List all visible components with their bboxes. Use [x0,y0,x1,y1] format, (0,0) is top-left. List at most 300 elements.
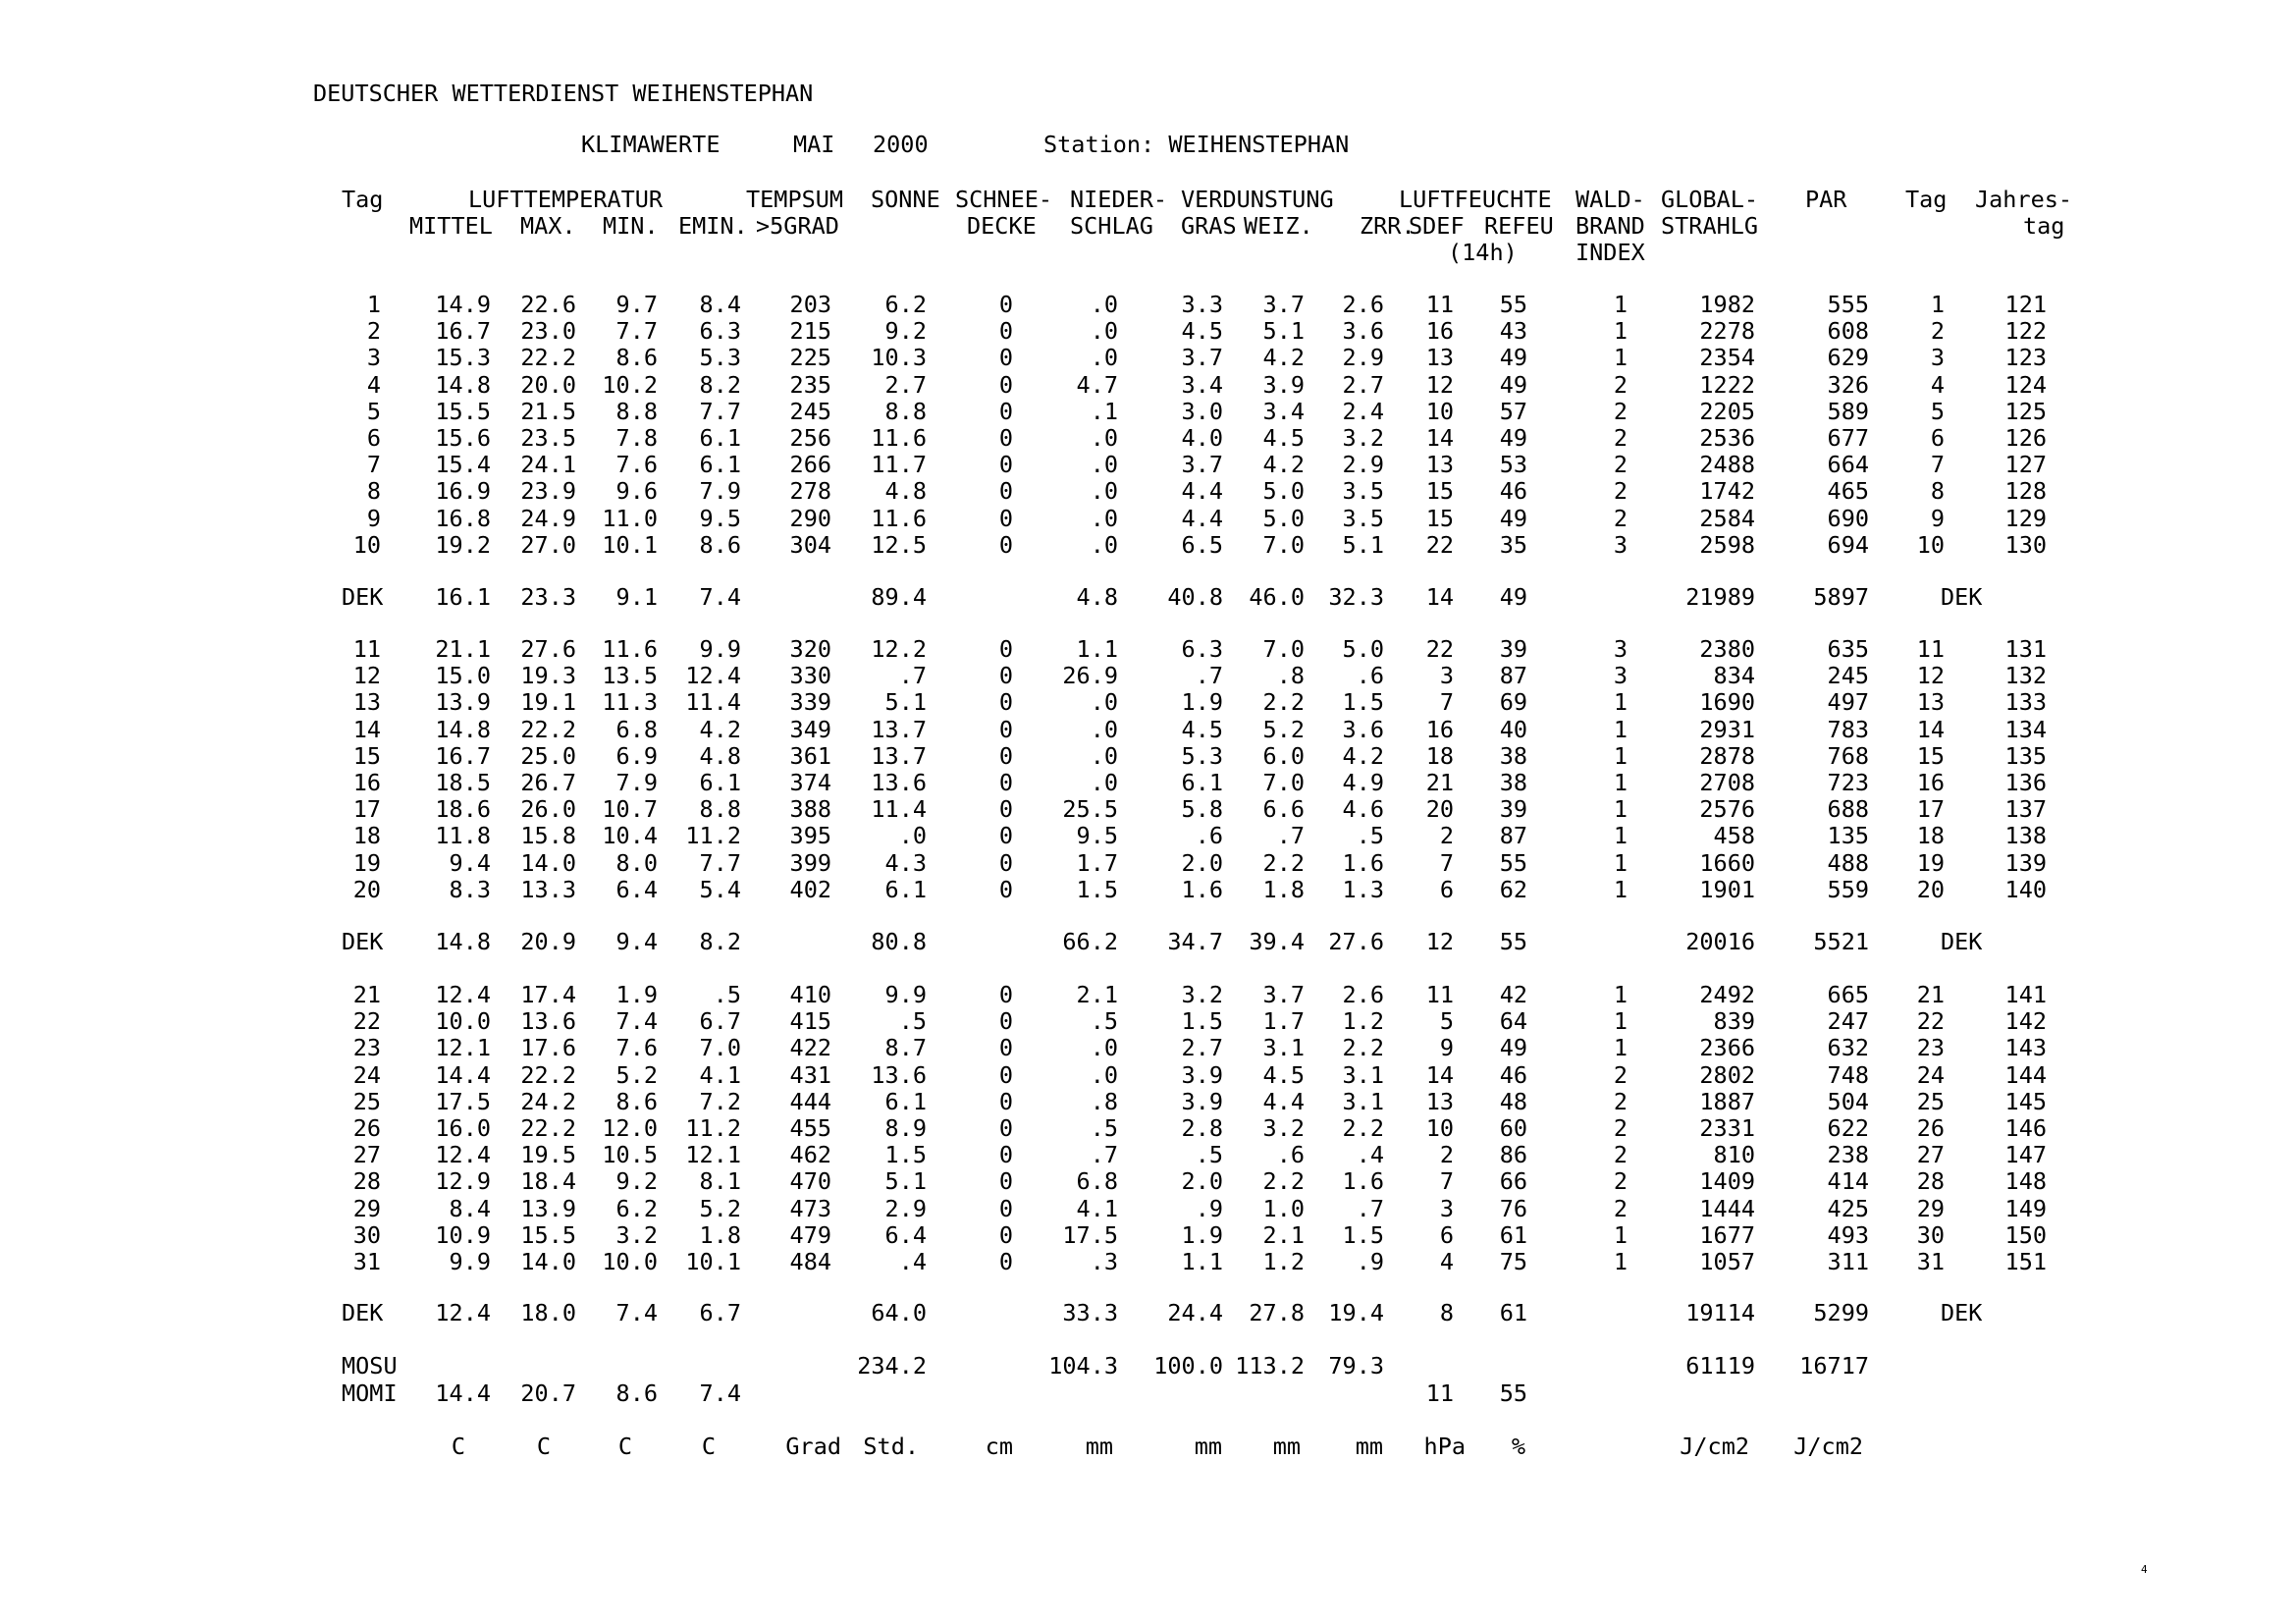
report-type: KLIMAWERTE [581,131,721,158]
cell-min: 10.1 [602,530,658,559]
cell-min: 9.2 [615,1167,658,1196]
cell-tempsum: 349 [789,715,831,743]
cell-niederschlag: 1.7 [1076,848,1118,877]
cell-weiz: 5.0 [1262,477,1305,506]
page-mark: 4 [2141,1563,2148,1576]
cell-weiz: 7.0 [1262,769,1305,796]
cell-par: 425 [1827,1194,1869,1222]
cell-par: 608 [1827,317,1869,346]
cell-weiz: 46.0 [1249,583,1305,611]
cell-sdef: 22 [1425,635,1454,663]
cell-weiz: 1.8 [1262,875,1305,903]
cell-mittel: 15.0 [435,662,491,690]
cell-emin: 9.9 [699,635,741,663]
cell-weiz: 3.4 [1262,397,1305,425]
cell-emin: 8.2 [699,928,741,955]
cell-min: 8.0 [615,848,658,877]
cell-waldbrand: 1 [1613,688,1628,717]
cell-gras: 1.6 [1181,875,1223,903]
cell-jahrestag: 142 [2004,1007,2047,1036]
col-header-lufttemperatur: LUFTTEMPERATUR [468,186,664,213]
cell-jahrestag: 132 [2004,662,2047,690]
cell-min: 10.0 [602,1248,658,1275]
cell-tag: 17 [352,795,381,824]
cell-schneedecke: 0 [998,291,1013,318]
cell-sonne: 4.8 [884,477,927,506]
cell-weiz: 2.2 [1262,1167,1305,1196]
cell-min: 3.2 [615,1220,658,1249]
cell-tag2: 25 [1916,1087,1945,1115]
cell-niederschlag: 1.5 [1076,875,1118,903]
cell-sonne: 89.4 [871,583,927,611]
cell-niederschlag: 9.5 [1076,822,1118,850]
cell-tempsum: 225 [789,344,831,372]
cell-min: 6.2 [615,1194,658,1222]
cell-schneedecke: 0 [998,688,1013,717]
cell-sonne: 6.1 [884,1087,927,1115]
cell-globalstrahlung: 61119 [1685,1352,1755,1380]
table-row [0,1142,2296,1168]
cell-gras: 2.7 [1181,1034,1223,1062]
col-header-nieder: NIEDER- [1070,186,1168,213]
cell-tag: MOMI [342,1380,398,1407]
cell-min: 13.5 [602,662,658,690]
cell-min: 11.0 [602,504,658,532]
cell-tag: 30 [352,1220,381,1249]
cell-max: 26.7 [520,769,576,796]
cell-emin: 6.1 [699,769,741,796]
table-row [0,823,2296,849]
cell-jahrestag: 136 [2004,769,2047,796]
cell-weiz: 4.4 [1262,1087,1305,1115]
cell-refeu: 86 [1499,1141,1527,1169]
cell-schneedecke: cm [985,1433,1013,1460]
cell-zrr: 2.6 [1342,981,1384,1008]
cell-weiz: 7.0 [1262,530,1305,559]
cell-max: 14.0 [520,848,576,877]
cell-zrr: 2.9 [1342,344,1384,372]
cell-waldbrand: 1 [1613,1220,1628,1249]
cell-refeu: 69 [1499,688,1527,717]
cell-globalstrahlung: 839 [1713,1007,1755,1036]
cell-mittel: 16.8 [435,504,491,532]
cell-tempsum: 479 [789,1220,831,1249]
col-header-weiz: WEIZ. [1244,212,1313,240]
cell-mittel: 16.0 [435,1114,491,1142]
cell-min: 11.3 [602,688,658,717]
table-row [0,1008,2296,1035]
cell-min: 10.7 [602,795,658,824]
cell-mittel: 12.1 [435,1034,491,1062]
cell-min: 10.2 [602,370,658,399]
cell-min: C [617,1433,632,1460]
cell-sdef: 20 [1425,795,1454,824]
cell-par: 5299 [1813,1299,1869,1326]
cell-max: 19.1 [520,688,576,717]
col-header-5grad: >5GRAD [756,212,839,240]
col-header-gras: GRAS [1181,212,1237,240]
cell-sonne: 9.2 [884,317,927,346]
cell-max: 22.2 [520,1060,576,1089]
cell-sdef: 7 [1439,688,1454,717]
cell-max: 13.6 [520,1007,576,1036]
cell-weiz: 2.2 [1262,848,1305,877]
cell-refeu: 62 [1499,875,1527,903]
cell-tempsum: 266 [789,451,831,479]
cell-min: 8.6 [615,344,658,372]
cell-tempsum: 431 [789,1060,831,1089]
cell-sdef: 11 [1425,1380,1454,1407]
cell-tempsum: 361 [789,741,831,770]
cell-waldbrand: 1 [1613,741,1628,770]
cell-sonne: 11.4 [871,795,927,824]
cell-weiz: 27.8 [1249,1299,1305,1326]
dek-summary-row [0,929,2296,955]
cell-tag2: 28 [1916,1167,1945,1196]
cell-niederschlag: .0 [1090,530,1118,559]
cell-niederschlag: 1.1 [1076,635,1118,663]
cell-min: 6.4 [615,875,658,903]
cell-max: 24.1 [520,451,576,479]
cell-niederschlag: mm [1085,1433,1113,1460]
cell-tempsum: 203 [789,291,831,318]
cell-par: 690 [1827,504,1869,532]
cell-emin: 6.3 [699,317,741,346]
cell-par: 632 [1827,1034,1869,1062]
cell-tag2: 11 [1916,635,1945,663]
cell-tag: 1 [366,291,381,318]
cell-par: 748 [1827,1060,1869,1089]
cell-weiz: 1.2 [1262,1248,1305,1275]
col-header-tag: Tag [342,186,384,213]
cell-weiz: 4.5 [1262,1060,1305,1089]
cell-waldbrand: 1 [1613,1248,1628,1275]
col-header-global: GLOBAL- [1661,186,1759,213]
cell-schneedecke: 0 [998,1007,1013,1036]
cell-mittel: 12.4 [435,981,491,1008]
cell-tag2: 6 [1930,424,1945,452]
cell-tempsum: 245 [789,397,831,425]
cell-jahrestag: 148 [2004,1167,2047,1196]
cell-niederschlag: 4.1 [1076,1194,1118,1222]
cell-min: 7.4 [615,1299,658,1326]
table-row [0,1115,2296,1142]
cell-sdef: 9 [1439,1034,1454,1062]
cell-tempsum: 235 [789,370,831,399]
cell-mittel: 14.4 [435,1060,491,1089]
cell-sdef: 13 [1425,344,1454,372]
cell-tag2: 18 [1916,822,1945,850]
cell-mittel: 15.5 [435,397,491,425]
col-header-schnee: SCHNEE- [955,186,1053,213]
col-header-tempsum: TEMPSUM [746,186,844,213]
cell-max: 13.3 [520,875,576,903]
cell-tag2: 16 [1916,769,1945,796]
cell-waldbrand: 2 [1613,1141,1628,1169]
cell-tempsum: 290 [789,504,831,532]
cell-gras: .9 [1195,1194,1223,1222]
cell-tempsum: 278 [789,477,831,506]
cell-globalstrahlung: 2488 [1699,451,1755,479]
cell-min: 6.9 [615,741,658,770]
cell-min: 9.7 [615,291,658,318]
cell-globalstrahlung: 1677 [1699,1220,1755,1249]
cell-par: 723 [1827,769,1869,796]
cell-tempsum: 470 [789,1167,831,1196]
dek-summary-row [0,1300,2296,1326]
cell-niederschlag: 25.5 [1062,795,1118,824]
cell-jahrestag: 149 [2004,1194,2047,1222]
cell-sdef: 22 [1425,530,1454,559]
cell-tag2: 19 [1916,848,1945,877]
cell-refeu: 42 [1499,981,1527,1008]
col-header-mittel: MITTEL [409,212,493,240]
cell-mittel: 12.4 [435,1299,491,1326]
table-row [0,770,2296,796]
cell-weiz: .6 [1276,1141,1305,1169]
cell-emin: .5 [713,981,741,1008]
cell-globalstrahlung: 2802 [1699,1060,1755,1089]
cell-max: 23.3 [520,583,576,611]
cell-weiz: 3.7 [1262,981,1305,1008]
cell-sdef: 11 [1425,981,1454,1008]
cell-gras: 1.9 [1181,688,1223,717]
cell-emin: 4.2 [699,715,741,743]
cell-waldbrand: 1 [1613,795,1628,824]
cell-gras: mm [1194,1433,1222,1460]
cell-tag2: 4 [1930,370,1945,399]
cell-schneedecke: 0 [998,1034,1013,1062]
cell-jahrestag: 125 [2004,397,2047,425]
cell-sdef: 3 [1439,1194,1454,1222]
cell-refeu: 40 [1499,715,1527,743]
cell-weiz: 7.0 [1262,635,1305,663]
cell-weiz: 4.2 [1262,451,1305,479]
cell-sonne: 9.9 [884,981,927,1008]
cell-globalstrahlung: 1057 [1699,1248,1755,1275]
cell-schneedecke: 0 [998,477,1013,506]
cell-zrr: 3.6 [1342,317,1384,346]
cell-waldbrand: 1 [1613,769,1628,796]
cell-jahrestag: 146 [2004,1114,2047,1142]
cell-tempsum: 402 [789,875,831,903]
cell-par: 559 [1827,875,1869,903]
cell-weiz: 4.5 [1262,424,1305,452]
cell-mittel: 11.8 [435,822,491,850]
cell-par: 245 [1827,662,1869,690]
cell-tag2: 23 [1916,1034,1945,1062]
cell-par: 504 [1827,1087,1869,1115]
cell-sdef: 2 [1439,822,1454,850]
report-year: 2000 [873,131,929,158]
cell-emin: 5.4 [699,875,741,903]
cell-par: 326 [1827,370,1869,399]
cell-max: 24.2 [520,1087,576,1115]
cell-mittel: 15.3 [435,344,491,372]
cell-sonne: 8.7 [884,1034,927,1062]
cell-tempsum: 399 [789,848,831,877]
cell-par: 465 [1827,477,1869,506]
cell-par: 5521 [1813,928,1869,955]
cell-par: 493 [1827,1220,1869,1249]
cell-tag2: 2 [1930,317,1945,346]
cell-par: 677 [1827,424,1869,452]
cell-zrr: 2.2 [1342,1114,1384,1142]
cell-waldbrand: 2 [1613,1114,1628,1142]
cell-zrr: 32.3 [1328,583,1384,611]
monthly-sum-row [0,1353,2296,1380]
cell-tempsum: 395 [789,822,831,850]
cell-schneedecke: 0 [998,424,1013,452]
cell-gras: 4.5 [1181,317,1223,346]
cell-weiz: 3.2 [1262,1114,1305,1142]
cell-min: 7.7 [615,317,658,346]
cell-tag2: 10 [1916,530,1945,559]
cell-refeu: 55 [1499,848,1527,877]
cell-sdef: 18 [1425,741,1454,770]
cell-weiz: mm [1272,1433,1301,1460]
units-row [0,1434,2296,1460]
cell-min: 9.6 [615,477,658,506]
cell-min: 7.9 [615,769,658,796]
cell-refeu: 39 [1499,635,1527,663]
cell-tag2: 13 [1916,688,1945,717]
cell-refeu: 55 [1499,291,1527,318]
cell-gras: .7 [1195,662,1223,690]
cell-niederschlag: .0 [1090,424,1118,452]
cell-globalstrahlung: 458 [1713,822,1755,850]
cell-max: 23.9 [520,477,576,506]
table-row [0,850,2296,877]
table-row [0,452,2296,478]
col-header-emin: EMIN. [678,212,748,240]
cell-tag2: 26 [1916,1114,1945,1142]
cell-globalstrahlung: 2380 [1699,635,1755,663]
cell-jahrestag: 123 [2004,344,2047,372]
cell-tempsum: 415 [789,1007,831,1036]
cell-globalstrahlung: 810 [1713,1141,1755,1169]
cell-niederschlag: .3 [1090,1248,1118,1275]
cell-zrr: .4 [1356,1141,1384,1169]
cell-gras: 5.3 [1181,741,1223,770]
cell-niederschlag: .0 [1090,451,1118,479]
cell-tag2: 21 [1916,981,1945,1008]
cell-tag: MOSU [342,1352,398,1380]
cell-mittel: 10.9 [435,1220,491,1249]
cell-sonne: .5 [898,1007,927,1036]
cell-globalstrahlung: 21989 [1685,583,1755,611]
cell-tag2: DEK [1941,1299,1983,1326]
cell-mittel: 16.1 [435,583,491,611]
cell-par: 311 [1827,1248,1869,1275]
cell-gras: 40.8 [1167,583,1223,611]
cell-refeu: 57 [1499,397,1527,425]
cell-max: 18.4 [520,1167,576,1196]
cell-tag2: 15 [1916,741,1945,770]
cell-emin: 8.2 [699,370,741,399]
cell-par: 238 [1827,1141,1869,1169]
cell-mittel: C [451,1433,465,1460]
cell-jahrestag: 128 [2004,477,2047,506]
cell-globalstrahlung: 1982 [1699,291,1755,318]
cell-schneedecke: 0 [998,317,1013,346]
cell-min: 8.6 [615,1087,658,1115]
cell-zrr: 19.4 [1328,1299,1384,1326]
cell-gras: 6.5 [1181,530,1223,559]
cell-niederschlag: .0 [1090,1034,1118,1062]
cell-jahrestag: 144 [2004,1060,2047,1089]
cell-niederschlag: .5 [1090,1114,1118,1142]
cell-jahrestag: 127 [2004,451,2047,479]
cell-mittel: 8.3 [449,875,491,903]
cell-globalstrahlung: 2576 [1699,795,1755,824]
cell-weiz: 2.1 [1262,1220,1305,1249]
cell-globalstrahlung: 1690 [1699,688,1755,717]
cell-gras: 2.0 [1181,848,1223,877]
table-row [0,318,2296,345]
cell-gras: 100.0 [1153,1352,1223,1380]
cell-zrr: 1.6 [1342,848,1384,877]
cell-refeu: 49 [1499,1034,1527,1062]
cell-refeu: 38 [1499,741,1527,770]
cell-waldbrand: 1 [1613,848,1628,877]
cell-zrr: 79.3 [1328,1352,1384,1380]
cell-sonne: .7 [898,662,927,690]
cell-min: 7.6 [615,1034,658,1062]
cell-globalstrahlung: 2708 [1699,769,1755,796]
cell-sonne: 2.9 [884,1194,927,1222]
cell-refeu: 61 [1499,1220,1527,1249]
cell-mittel: 17.5 [435,1087,491,1115]
cell-tag: 10 [352,530,381,559]
cell-sdef: 13 [1425,451,1454,479]
cell-weiz: 3.9 [1262,370,1305,399]
cell-schneedecke: 0 [998,1087,1013,1115]
cell-tempsum: 388 [789,795,831,824]
cell-tag: 6 [366,424,381,452]
cell-schneedecke: 0 [998,795,1013,824]
cell-min: 10.5 [602,1141,658,1169]
col-header-wald: WALD- [1575,186,1645,213]
cell-tag: 31 [352,1248,381,1275]
cell-schneedecke: 0 [998,822,1013,850]
report-month: MAI [793,131,835,158]
cell-min: 5.2 [615,1060,658,1089]
cell-tag2: 29 [1916,1194,1945,1222]
cell-gras: 2.8 [1181,1114,1223,1142]
cell-gras: 2.0 [1181,1167,1223,1196]
cell-par: 488 [1827,848,1869,877]
cell-refeu: 55 [1499,1380,1527,1407]
cell-sonne: 13.6 [871,769,927,796]
table-row [0,532,2296,559]
cell-gras: 24.4 [1167,1299,1223,1326]
cell-zrr: 5.0 [1342,635,1384,663]
cell-mittel: 14.9 [435,291,491,318]
cell-tag2: 5 [1930,397,1945,425]
cell-globalstrahlung: 20016 [1685,928,1755,955]
cell-emin: 7.4 [699,583,741,611]
cell-tempsum: 256 [789,424,831,452]
cell-mittel: 14.8 [435,928,491,955]
cell-globalstrahlung: 1222 [1699,370,1755,399]
cell-sdef: 6 [1439,875,1454,903]
cell-waldbrand: 2 [1613,370,1628,399]
cell-jahrestag: 141 [2004,981,2047,1008]
cell-sonne: 2.7 [884,370,927,399]
cell-max: 22.2 [520,1114,576,1142]
cell-sdef: 16 [1425,317,1454,346]
